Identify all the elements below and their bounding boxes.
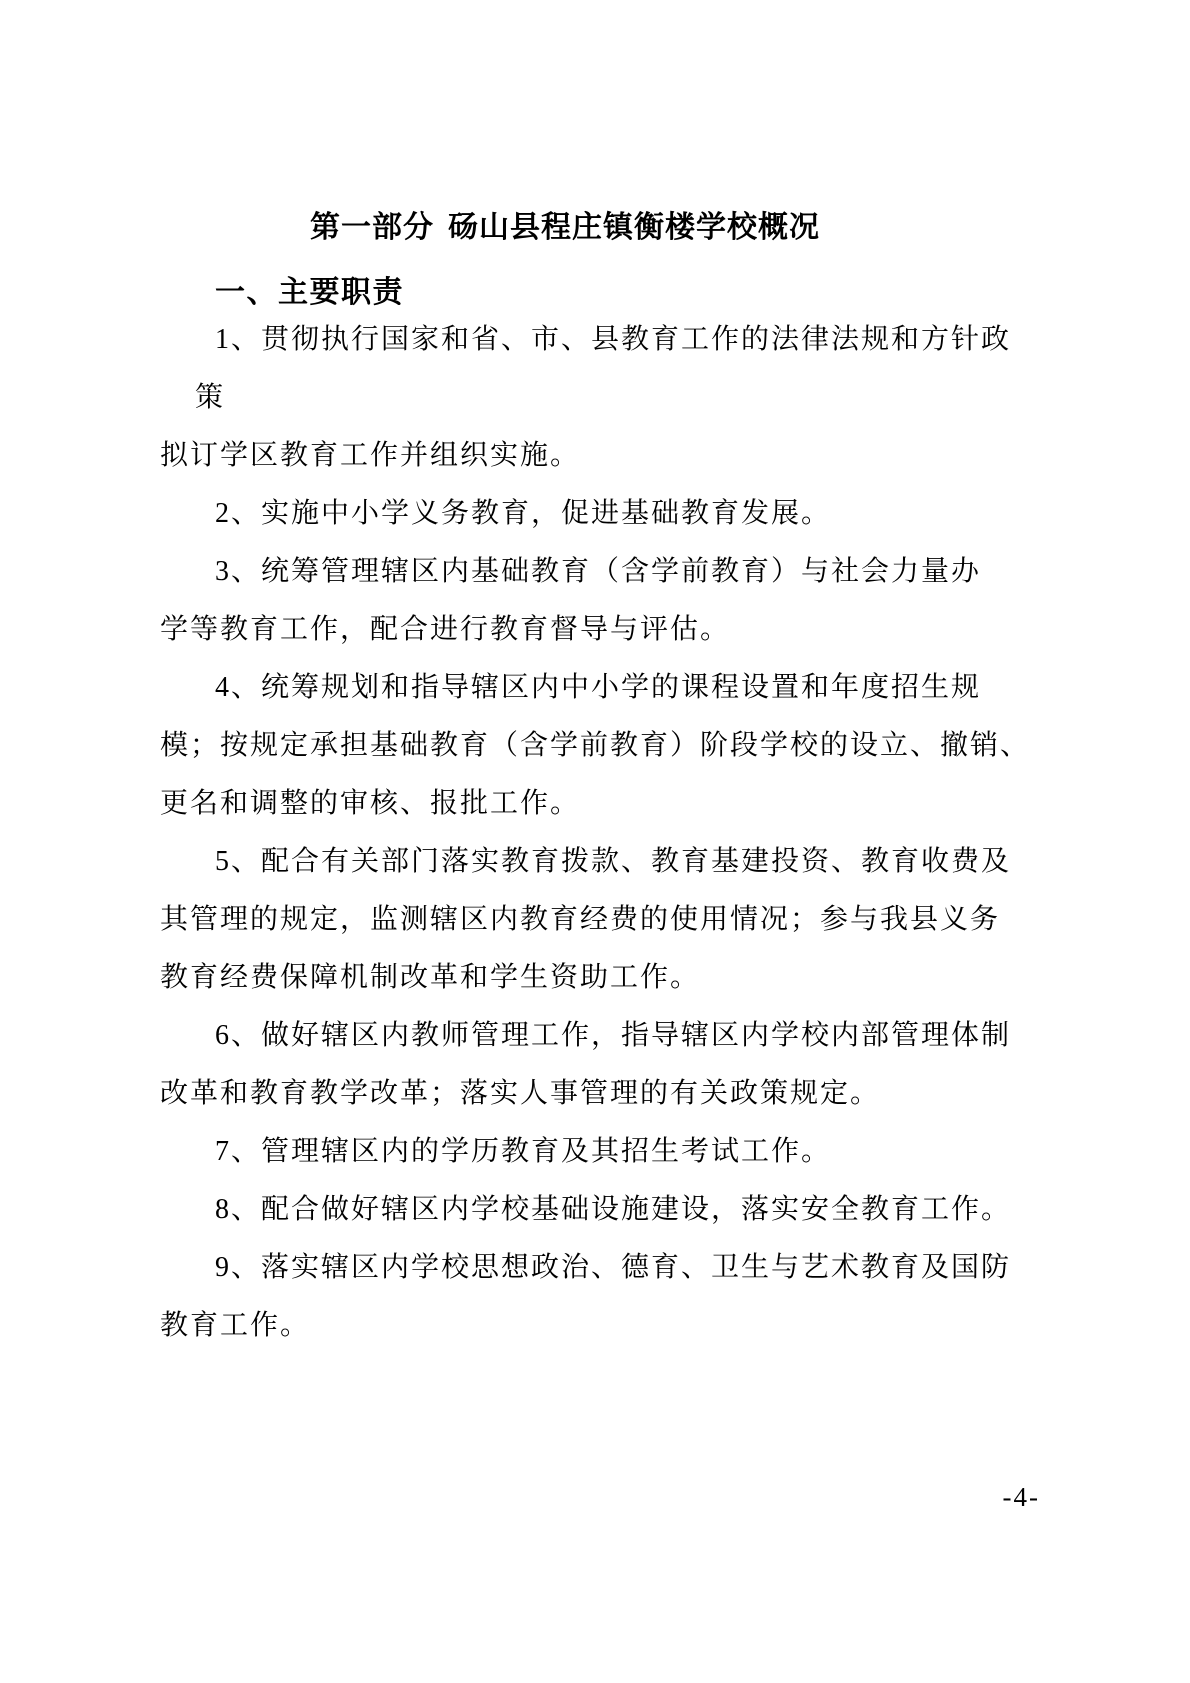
body-line: 9、落实辖区内学校思想政治、德育、卫生与艺术教育及国防: [215, 1252, 1012, 1283]
document-title: [0, 202, 1130, 246]
body-line: 模；按规定承担基础教育（含学前教育）阶段学校的设立、撤销、: [160, 730, 1031, 761]
section-heading-main-duties: 一、主要职责: [215, 276, 404, 309]
document-title-section-label: 第一部分: [310, 211, 434, 244]
body-line: 教育工作。: [160, 1310, 311, 1341]
body-line: 更名和调整的审核、报批工作。: [160, 788, 581, 819]
body-line: 7、管理辖区内的学历教育及其招生考试工作。: [215, 1136, 832, 1167]
body-line: 改革和教育教学改革；落实人事管理的有关政策规定。: [160, 1078, 881, 1109]
document-title-school-name: 砀山县程庄镇衡楼学校概况: [448, 211, 820, 244]
body-line: 6、做好辖区内教师管理工作，指导辖区内学校内部管理体制: [215, 1020, 1012, 1051]
document-body: [160, 311, 1055, 1355]
body-line: 8、配合做好辖区内学校基础设施建设，落实安全教育工作。: [215, 1194, 1012, 1225]
body-line: 3、统筹管理辖区内基础教育（含学前教育）与社会力量办: [215, 556, 982, 587]
page-number: -4-: [1002, 1482, 1040, 1512]
body-line: 4、统筹规划和指导辖区内中小学的课程设置和年度招生规: [215, 672, 982, 703]
body-line: 策: [195, 382, 226, 413]
body-line: 5、配合有关部门落实教育拨款、教育基建投资、教育收费及: [215, 846, 1012, 877]
body-line: 拟订学区教育工作并组织实施。: [160, 440, 581, 471]
body-line: 2、实施中小学义务教育，促进基础教育发展。: [215, 498, 832, 529]
body-line: 其管理的规定，监测辖区内教育经费的使用情况；参与我县义务: [160, 904, 1001, 935]
body-line: 教育经费保障机制改革和学生资助工作。: [160, 962, 701, 993]
body-line: 学等教育工作，配合进行教育督导与评估。: [160, 614, 731, 645]
body-line: 1、贯彻执行国家和省、市、县教育工作的法律法规和方针政: [215, 324, 1012, 355]
